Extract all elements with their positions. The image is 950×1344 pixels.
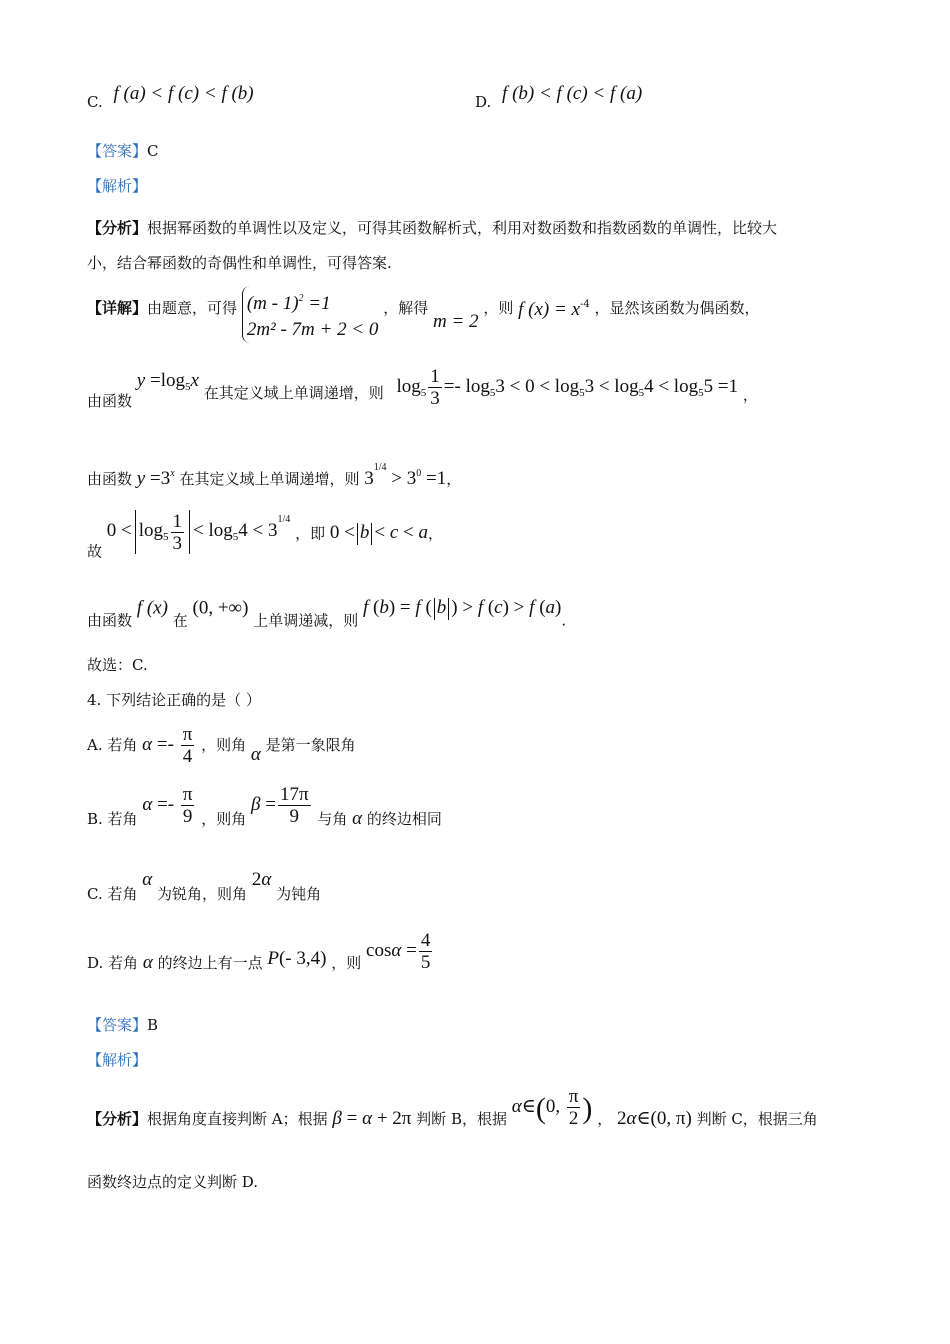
final-text: 故选：C. <box>87 656 148 674</box>
fenxi-tag: 【分析】 <box>87 1109 148 1128</box>
detail-text: 由函数 <box>87 611 133 630</box>
option-label: C. <box>87 93 103 111</box>
answer-tag: 【答案】 <box>87 142 148 160</box>
function-expr: f (x) = x <box>518 299 580 320</box>
function-f: f (x) <box>136 597 168 619</box>
exp-inequality: $3^{1/4} > 3^0 =1$ <box>364 462 447 489</box>
option-text: B. 若角 <box>87 809 138 828</box>
log-function: $y =\log_5x$ <box>136 369 199 393</box>
alpha-symbol: α <box>142 869 153 890</box>
detail-line-2 <box>87 366 758 411</box>
option-d <box>475 84 642 112</box>
equation-system: (m - 1)$^2$ =1 2m² - 7m + 2 < 0 <box>242 286 379 343</box>
option-label: D. <box>475 93 492 111</box>
detail-line-3 <box>87 458 461 489</box>
analysis-line <box>87 1050 147 1070</box>
alpha-value: α =- $\frac{\pi}{9}$ <box>142 784 193 827</box>
f-comparison: f (b) = f ( b ) > f (c) > f (a) <box>363 597 562 619</box>
detail-line-1 <box>87 286 760 343</box>
q4-option-d <box>87 930 434 973</box>
q4-option-c <box>87 870 321 904</box>
point-p: P(- 3,4) <box>267 947 327 969</box>
answer-line <box>87 141 159 161</box>
option-text: ，则 <box>331 953 362 972</box>
punctuation: ， <box>742 385 758 404</box>
alpha-symbol: α <box>352 807 363 829</box>
option-text: 是第一象限角 <box>265 735 356 754</box>
power-function <box>518 301 590 319</box>
fenxi-text: 判断 C，根据三角 <box>696 1109 818 1128</box>
option-text: 的终边相同 <box>366 809 442 828</box>
abc-order: 0 < b < c < a <box>329 522 428 544</box>
option-text: A. 若角 <box>87 735 138 754</box>
fenxi-text: 根据角度直接判断 A；根据 <box>147 1109 328 1128</box>
analysis-tag: 【解析】 <box>87 1051 148 1069</box>
detail-text: 在 <box>172 611 188 630</box>
detail-text: ，显然该函数为偶函数， <box>594 299 760 317</box>
punctuation: ， <box>446 470 462 488</box>
q4-fenxi-line-1 <box>87 1086 818 1129</box>
alpha-value: α =- $\frac{\pi}{4}$ <box>142 724 193 767</box>
q4-fenxi-line-2 <box>87 1172 258 1192</box>
answer-value: B <box>147 1016 159 1034</box>
system-row-1-rhs: =1 <box>303 293 331 314</box>
math-expression: f (a) < f (c) < f (b) <box>113 83 254 104</box>
option-text: ，则角 <box>201 735 247 754</box>
m-value: m = 2 <box>433 311 479 332</box>
analysis-line <box>87 176 147 196</box>
fenxi-tag: 【分析】 <box>87 219 148 237</box>
option-text: C. 若角 <box>87 885 138 903</box>
system-row-2: 2m² - 7m + 2 < 0 <box>246 319 379 340</box>
q4-option-a <box>87 724 356 767</box>
beta-value: β = $\frac{17\pi}{9}$ <box>251 784 309 827</box>
detail-text: ，解得 <box>383 299 429 317</box>
exp-function: $y =3^x$ <box>136 468 175 489</box>
fenxi-text: 根据幂函数的单调性以及定义，可得其函数解析式，利用对数函数和指数函数的单调性，比较大 <box>147 219 778 237</box>
alpha-symbol: α <box>142 951 153 973</box>
combined-inequality: $0 < \log_5$ $\frac{1}{3}$ < $\log_54 < 3^{1/4}$ <box>106 510 291 554</box>
detail-line-4 <box>87 510 443 561</box>
option-text: 与角 <box>317 809 348 828</box>
detail-text: ，即 <box>295 524 326 543</box>
fenxi-text: 判断 B，根据 <box>416 1109 507 1128</box>
detail-text: 在其定义域上单调递增，则 <box>179 470 360 488</box>
detail-text: 故 <box>87 542 103 561</box>
answer-line <box>87 1015 158 1035</box>
detail-text: 由函数 <box>87 391 133 410</box>
interval: (0, +∞) <box>192 597 249 619</box>
alpha-symbol: α <box>250 743 261 765</box>
beta-relation: β = α + 2π <box>332 1107 412 1129</box>
detail-text: 由函数 <box>87 470 133 488</box>
option-c <box>87 84 254 112</box>
log-inequality: $\log_5$ $\frac{1}{3}$ =- $\log_53 < 0 < \log_53 < \log_54 < \log_55 =1$ <box>396 366 739 409</box>
detail-text: 在其定义域上单调递增，则 <box>203 383 384 402</box>
two-alpha: 2α <box>251 869 272 890</box>
function-exponent: -4 <box>580 299 590 310</box>
answer-value: C <box>147 142 159 160</box>
system-row-1: (m - 1) <box>246 293 299 314</box>
fenxi-text: 函数终边点的定义判断 D. <box>87 1173 259 1191</box>
option-text: ，则角 <box>201 809 247 828</box>
option-text: 为钝角 <box>276 885 322 903</box>
punctuation: . <box>561 611 567 630</box>
two-alpha-range: 2α∈(0, π) <box>616 1107 692 1129</box>
option-text: D. 若角 <box>87 953 139 972</box>
punctuation: ， <box>597 1109 613 1128</box>
detail-tag: 【详解】 <box>87 299 148 317</box>
final-choice <box>87 655 148 675</box>
detail-line-5 <box>87 598 566 630</box>
option-text: 的终边上有一点 <box>157 953 263 972</box>
analysis-tag: 【解析】 <box>87 177 148 195</box>
fenxi-paragraph <box>87 211 777 281</box>
question-4-stem <box>87 690 261 710</box>
question-text: 4. 下列结论正确的是（ ） <box>87 691 261 709</box>
cos-value: cosα = $\frac{4}{5}$ <box>366 930 431 973</box>
alpha-range: α∈(0, $\frac{\pi}{2}$ ) <box>511 1086 593 1129</box>
fenxi-text: 小，结合幂函数的奇偶性和单调性，可得答案. <box>87 254 392 272</box>
option-text: 为锐角，则角 <box>157 885 248 903</box>
detail-text: 由题意，可得 <box>147 299 238 317</box>
q4-option-b <box>87 784 442 829</box>
answer-tag: 【答案】 <box>87 1016 148 1034</box>
punctuation: ， <box>427 524 443 543</box>
math-expression: f (b) < f (c) < f (a) <box>502 83 643 104</box>
detail-text: 上单调递减，则 <box>253 611 359 630</box>
detail-text: ，则 <box>483 299 514 317</box>
